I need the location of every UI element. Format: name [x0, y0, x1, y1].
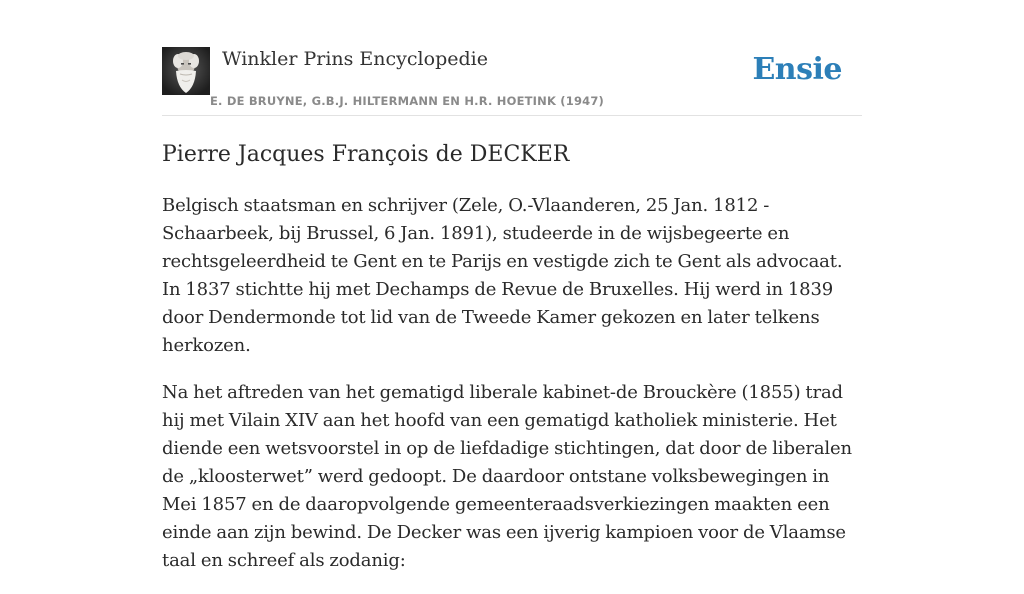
article-body [162, 192, 862, 594]
ensie-logo[interactable]: Ensie [752, 52, 842, 87]
source-header [162, 47, 862, 116]
article-paragraph: Na het aftreden van het gematigd liberale kabinet-de Brouckère (1855) trad hij met Vilain XIV aan het hoofd van een gematigd katholiek ministerie. Het diende een wetsvoorstel in op de liefdadige stichtingen, dat door de liberalen de „kloosterwet” werd gedoopt. De daardoor ontstane volksbewegingen in Mei 1857 en de daaropvolgende gemeenteraadsverkiezingen maakten een einde aan zijn bewind. De Decker was een ijverig kampioen voor de Vlaamse taal en schreef als zodanig: [162, 382, 852, 571]
page [162, 0, 862, 571]
source-title[interactable]: Winkler Prins Encyclopedie [222, 48, 488, 70]
source-authors: E. DE BRUYNE, G.B.J. HILTERMANN EN H.R. HOETINK (1947) [210, 94, 605, 108]
article-title: Pierre Jacques François de DECKER [162, 142, 570, 167]
author-avatar[interactable] [162, 47, 210, 95]
bearded-man-portrait-icon [162, 47, 210, 95]
article-paragraph: Belgisch staatsman en schrijver (Zele, O.-Vlaanderen, 25 Jan. 1812 - Schaarbeek, bij Brussel, 6 Jan. 1891), studeerde in de wijsbegeerte en rechtsgeleerdheid te Gent en te Parijs en vestigde zich te Gent als advocaat. In 1837 stichtte hij met Dechamps de Revue de Bruxelles. Hij werd in 1839 door Dendermonde tot lid van de Tweede Kamer gekozen en later telkens herkozen. [162, 195, 843, 356]
